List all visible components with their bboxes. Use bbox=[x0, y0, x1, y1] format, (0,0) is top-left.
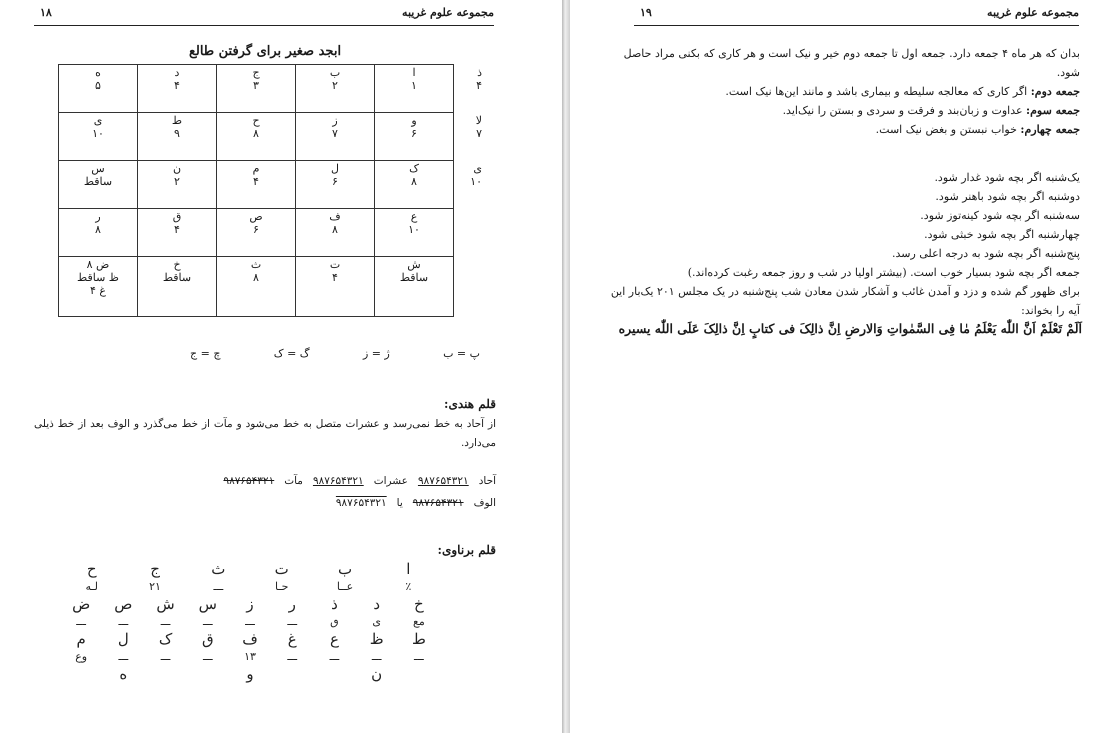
left-header-rule bbox=[34, 25, 494, 26]
script-glyph: ٯ bbox=[330, 615, 339, 628]
right-running-title: مجموعه علوم غریبه bbox=[987, 6, 1079, 19]
abjad-table-title: ابجد صغیر برای گرفتن طالع bbox=[188, 44, 342, 59]
right-header-rule bbox=[634, 25, 1079, 26]
maat-label: مآت bbox=[284, 475, 303, 487]
script-glyph: ع bbox=[329, 630, 339, 648]
friday-3-text: عداوت و زبان‌بند و فرقت و سردی و بستن را نیک‌اید. bbox=[782, 104, 1023, 117]
abjad-cell-line: خ bbox=[173, 258, 181, 271]
abjad-cell-line: ع bbox=[410, 210, 418, 223]
script-glyph: ـــ bbox=[76, 615, 86, 628]
letter-equality: پ = ب bbox=[443, 347, 480, 360]
friday-2-text: اگر کاری که معالجه سلیطه و بیماری باشد و مانند این‌ها نیک است. bbox=[725, 85, 1028, 98]
script-glyph: مع bbox=[413, 615, 425, 628]
letter-equality: گ = ک bbox=[273, 347, 310, 360]
abjad-cell-line: ساقط bbox=[162, 271, 192, 284]
abjad-cell-line: ۴ bbox=[332, 271, 338, 284]
abjad-cell bbox=[138, 113, 217, 161]
abjad-cell bbox=[296, 65, 375, 113]
script-glyph: ث bbox=[211, 560, 226, 578]
abjad-cell-line: ۴ bbox=[174, 79, 180, 92]
abjad-cell-line: ض ۸ bbox=[86, 258, 110, 271]
abjad-row bbox=[59, 257, 454, 317]
abjad-cell-line: ب bbox=[329, 66, 341, 79]
script-glyph: ح bbox=[86, 560, 97, 578]
abjad-side-column bbox=[456, 64, 482, 208]
abjad-cell-line: ت bbox=[329, 258, 341, 271]
abjad-cell-line: ی bbox=[93, 114, 103, 127]
abjad-cell bbox=[59, 209, 138, 257]
abjad-cell bbox=[138, 209, 217, 257]
abjad-cell-line: ا bbox=[412, 66, 416, 79]
abjad-row bbox=[59, 65, 454, 113]
abjad-cell-line: ل bbox=[331, 162, 339, 175]
olouf-value: ۹۸۷۶۵۴۳۲۱ bbox=[412, 497, 464, 509]
script-glyph: ا bbox=[406, 560, 411, 578]
abjad-cell-line: ۴ bbox=[174, 223, 180, 236]
glyph-row bbox=[60, 650, 440, 663]
barnavi-section-title: قلم برناوی: bbox=[437, 543, 496, 557]
abjad-cell bbox=[375, 161, 454, 209]
quran-verse: اَلَمْ تَعْلَمْ اَنَّ اللّٰه یَعْلَمُ مٰا فِی السَّمٰواتِ وَالارضِ اِنَّ ذالِکَ فی کتابٍ اِنَّ ذالِکَ عَلَی اللّٰه یسیره bbox=[618, 321, 1082, 336]
abjad-cell bbox=[296, 161, 375, 209]
abjad-cell-line: ساقط bbox=[399, 271, 429, 284]
script-glyph: س bbox=[198, 595, 217, 613]
script-glyph: وع bbox=[75, 650, 88, 663]
barnavi-script-glyphs bbox=[60, 560, 440, 685]
friday-4-label: جمعه چهارم: bbox=[1020, 123, 1080, 136]
right-page bbox=[570, 0, 1109, 733]
script-glyph: ى bbox=[372, 615, 381, 628]
script-glyph: ـــ bbox=[202, 650, 213, 663]
abjad-cell bbox=[59, 161, 138, 209]
abjad-cell bbox=[217, 113, 296, 161]
script-glyph: ـــ bbox=[202, 615, 213, 628]
abjad-cell-line: ف bbox=[329, 210, 341, 223]
book-gutter bbox=[562, 0, 570, 733]
abjad-cell bbox=[59, 65, 138, 113]
abjad-cell-line: م bbox=[252, 162, 260, 175]
right-page-number: ۱۹ bbox=[640, 6, 652, 19]
friday-2-label: جمعه دوم: bbox=[1030, 85, 1080, 98]
script-glyph: ظ bbox=[369, 630, 384, 648]
abjad-cell-line: ح bbox=[252, 114, 260, 127]
glyph-row bbox=[60, 595, 440, 613]
ya-label: یا bbox=[396, 497, 403, 509]
abjad-cell bbox=[138, 257, 217, 317]
glyph-row bbox=[60, 630, 440, 648]
abjad-cell-line: ۵ bbox=[95, 79, 101, 92]
script-glyph: ـــ bbox=[371, 650, 382, 663]
script-glyph: ق bbox=[201, 630, 214, 648]
abjad-side-label: ی ۱۰ bbox=[470, 162, 482, 188]
olouf-label: الوف bbox=[473, 497, 496, 509]
abjad-cell-line: ط bbox=[171, 114, 183, 127]
abjad-cell-line: ه bbox=[95, 66, 101, 79]
weekday-line: سه‌شنبه اگر بچه شود کینه‌توز شود. bbox=[920, 209, 1080, 222]
script-glyph: حـا bbox=[275, 580, 289, 593]
script-glyph: ن bbox=[371, 665, 383, 683]
left-running-title: مجموعه علوم غریبه bbox=[402, 6, 494, 19]
script-glyph: ۲۱ bbox=[149, 580, 161, 593]
weekday-line: جمعه اگر بچه شود بسیار خوب است. (بیشتر اولیا در شب و روز جمعه رغبت کرده‌اند.) bbox=[687, 266, 1080, 279]
glyph-row bbox=[60, 560, 440, 578]
script-glyph: ط bbox=[411, 630, 426, 648]
abjad-cell bbox=[59, 257, 138, 317]
script-glyph: خ bbox=[414, 595, 424, 613]
abjad-cell bbox=[217, 257, 296, 317]
abjad-cell bbox=[296, 257, 375, 317]
script-glyph: ـــ bbox=[160, 615, 171, 628]
friday-2-line bbox=[600, 82, 1080, 101]
abjad-cell-line: ۱۰ bbox=[408, 223, 420, 236]
script-glyph: ص bbox=[114, 595, 133, 613]
abjad-cell bbox=[138, 65, 217, 113]
script-glyph: ر bbox=[288, 595, 296, 613]
abjad-cell-line: ظ ساقط bbox=[77, 271, 119, 284]
weekday-line: پنج‌شنبه اگر بچه شود به درجه اعلی رسد. bbox=[891, 247, 1080, 260]
friday-intro: بدان که هر ماه ۴ جمعه دارد. جمعه اول تا جمعه دوم خیر و نیک است و هر کاری که بکنی مراد حاصل شود. bbox=[623, 47, 1080, 79]
script-glyph: ـــ bbox=[160, 650, 171, 663]
asharat-value: ۹۸۷۶۵۴۳۲۱ bbox=[312, 475, 364, 487]
script-glyph: ک bbox=[158, 630, 173, 648]
glyph-row bbox=[60, 615, 440, 628]
script-glyph: ۱۳ bbox=[244, 650, 256, 663]
abjad-cell-line: ز bbox=[332, 114, 338, 127]
abjad-cell-line: ۸ bbox=[95, 223, 101, 236]
abjad-cell bbox=[138, 161, 217, 209]
friday-3-label: جمعه سوم: bbox=[1026, 104, 1080, 117]
script-glyph: ض bbox=[72, 595, 91, 613]
hindi-paragraph: از آحاد به خط نمی‌رسد و عشرات متصل به خط می‌شود و مآت از خط می‌گذرد و الوف بعد از خط ذیلی می‌دارد. bbox=[34, 418, 496, 449]
numerals-row-1 bbox=[34, 475, 496, 487]
abjad-cell-line: د bbox=[174, 66, 180, 79]
friday-3-line bbox=[600, 101, 1080, 120]
script-glyph: عــا bbox=[336, 580, 354, 593]
abjad-cell-line: ۶ bbox=[332, 175, 338, 188]
script-glyph: لـه bbox=[85, 580, 98, 593]
abjad-cell-line: ۶ bbox=[411, 127, 417, 140]
left-page-number: ۱۸ bbox=[40, 6, 52, 19]
script-glyph: ذ bbox=[331, 595, 338, 613]
abjad-cell-line: ن bbox=[172, 162, 182, 175]
abjad-cell bbox=[217, 65, 296, 113]
abjad-cell-line: ساقط bbox=[83, 175, 113, 188]
abjad-cell-line: ۴ bbox=[253, 175, 259, 188]
friday-4-text: خواب نبستن و بغض نیک است. bbox=[875, 123, 1017, 136]
letter-equality: ژ = ز bbox=[362, 347, 390, 360]
weekday-list bbox=[600, 168, 1080, 282]
script-glyph: ـــ bbox=[287, 615, 298, 628]
abjad-cell-line: ر bbox=[95, 210, 101, 223]
script-glyph: ت bbox=[274, 560, 289, 578]
abjad-table bbox=[58, 64, 454, 317]
abjad-cell bbox=[375, 209, 454, 257]
abjad-cell-line: ۲ bbox=[174, 175, 180, 188]
glyph-row bbox=[60, 580, 440, 593]
abjad-cell-line: ۸ bbox=[411, 175, 417, 188]
script-glyph: ش bbox=[156, 595, 175, 613]
abjad-cell bbox=[375, 65, 454, 113]
script-glyph: ـــ bbox=[414, 650, 424, 663]
abjad-cell-line: ۳ bbox=[253, 79, 259, 92]
script-glyph: ل bbox=[117, 630, 129, 648]
abjad-side-label: لا ۷ bbox=[475, 114, 482, 140]
script-glyph: ب bbox=[337, 560, 353, 578]
script-glyph: ـــ bbox=[118, 650, 129, 663]
script-glyph: ـــ bbox=[287, 650, 298, 663]
abjad-cell-line: ۹ bbox=[174, 127, 180, 140]
abjad-cell-line: ۸ bbox=[253, 127, 259, 140]
abjad-cell-line: ج bbox=[252, 66, 260, 79]
script-glyph: ٪ bbox=[405, 580, 412, 593]
glyph-row bbox=[60, 665, 440, 683]
script-glyph: ه bbox=[119, 665, 128, 683]
script-glyph: م bbox=[76, 630, 86, 648]
script-glyph: ج bbox=[150, 560, 160, 578]
weekday-line: یک‌شنبه اگر بچه شود غدار شود. bbox=[934, 171, 1080, 184]
abjad-cell-line: ش bbox=[407, 258, 421, 271]
ahad-label: آحاد bbox=[478, 475, 496, 487]
numerals-row-2 bbox=[34, 497, 496, 509]
hindi-section-title: قلم هندی: bbox=[444, 397, 496, 411]
abjad-cell-line: ص bbox=[249, 210, 263, 223]
friday-4-line bbox=[600, 120, 1080, 139]
abjad-cell-line: س bbox=[91, 162, 105, 175]
weekday-line: دوشنبه اگر بچه شود باهنر شود. bbox=[935, 190, 1080, 203]
abjad-cell-line: و bbox=[411, 114, 417, 127]
abjad-cell bbox=[59, 113, 138, 161]
abjad-cell-line: ث bbox=[250, 258, 262, 271]
ahad-value: ۹۸۷۶۵۴۳۲۱ bbox=[417, 475, 469, 487]
abjad-cell-line: ۸ bbox=[332, 223, 338, 236]
abjad-cell-line: ۸ bbox=[253, 271, 259, 284]
abjad-cell bbox=[217, 209, 296, 257]
script-glyph: ز bbox=[246, 595, 254, 613]
script-glyph: ـــ bbox=[213, 580, 224, 593]
script-glyph: غ bbox=[287, 630, 297, 648]
weekday-line: چهارشنبه اگر بچه شود خبثی شود. bbox=[924, 228, 1080, 241]
asharat-label: عشرات bbox=[373, 475, 408, 487]
closing-paragraph: برای ظهور گم شده و دزد و آمدن غائب و آشکار شدن معادن شب پنج‌شنبه در یک مجلس ۲۰۱ یک‌بار این آیه را بخواند: bbox=[610, 285, 1080, 317]
abjad-row bbox=[59, 161, 454, 209]
abjad-cell bbox=[375, 113, 454, 161]
abjad-cell-line: ۱ bbox=[411, 79, 417, 92]
letter-equalities bbox=[190, 347, 480, 360]
script-glyph: د bbox=[373, 595, 381, 613]
abjad-cell bbox=[217, 161, 296, 209]
script-glyph: ف bbox=[242, 630, 258, 648]
script-glyph: ـــ bbox=[329, 650, 340, 663]
script-glyph: و bbox=[246, 665, 254, 683]
script-glyph: ـــ bbox=[118, 615, 129, 628]
abjad-cell bbox=[296, 113, 375, 161]
abjad-cell-line: ۲ bbox=[332, 79, 338, 92]
abjad-side-label: ذ ۴ bbox=[476, 66, 482, 92]
abjad-cell-line: ک bbox=[409, 162, 419, 175]
abjad-cell-line: ۱۰ bbox=[92, 127, 104, 140]
abjad-cell-line: ۶ bbox=[253, 223, 259, 236]
letter-equality: چ = ج bbox=[190, 347, 221, 360]
abjad-cell-line: غ ۴ bbox=[90, 284, 106, 297]
abjad-cell bbox=[296, 209, 375, 257]
abjad-row bbox=[59, 113, 454, 161]
ya-value: ۹۸۷۶۵۴۳۲۱ bbox=[335, 497, 387, 509]
script-glyph: ـــ bbox=[245, 615, 255, 628]
abjad-row bbox=[59, 209, 454, 257]
abjad-cell-line: ۷ bbox=[332, 127, 338, 140]
abjad-cell bbox=[375, 257, 454, 317]
maat-value: ۹۸۷۶۵۴۳۲۱ bbox=[223, 475, 275, 487]
abjad-cell-line: ق bbox=[172, 210, 182, 223]
